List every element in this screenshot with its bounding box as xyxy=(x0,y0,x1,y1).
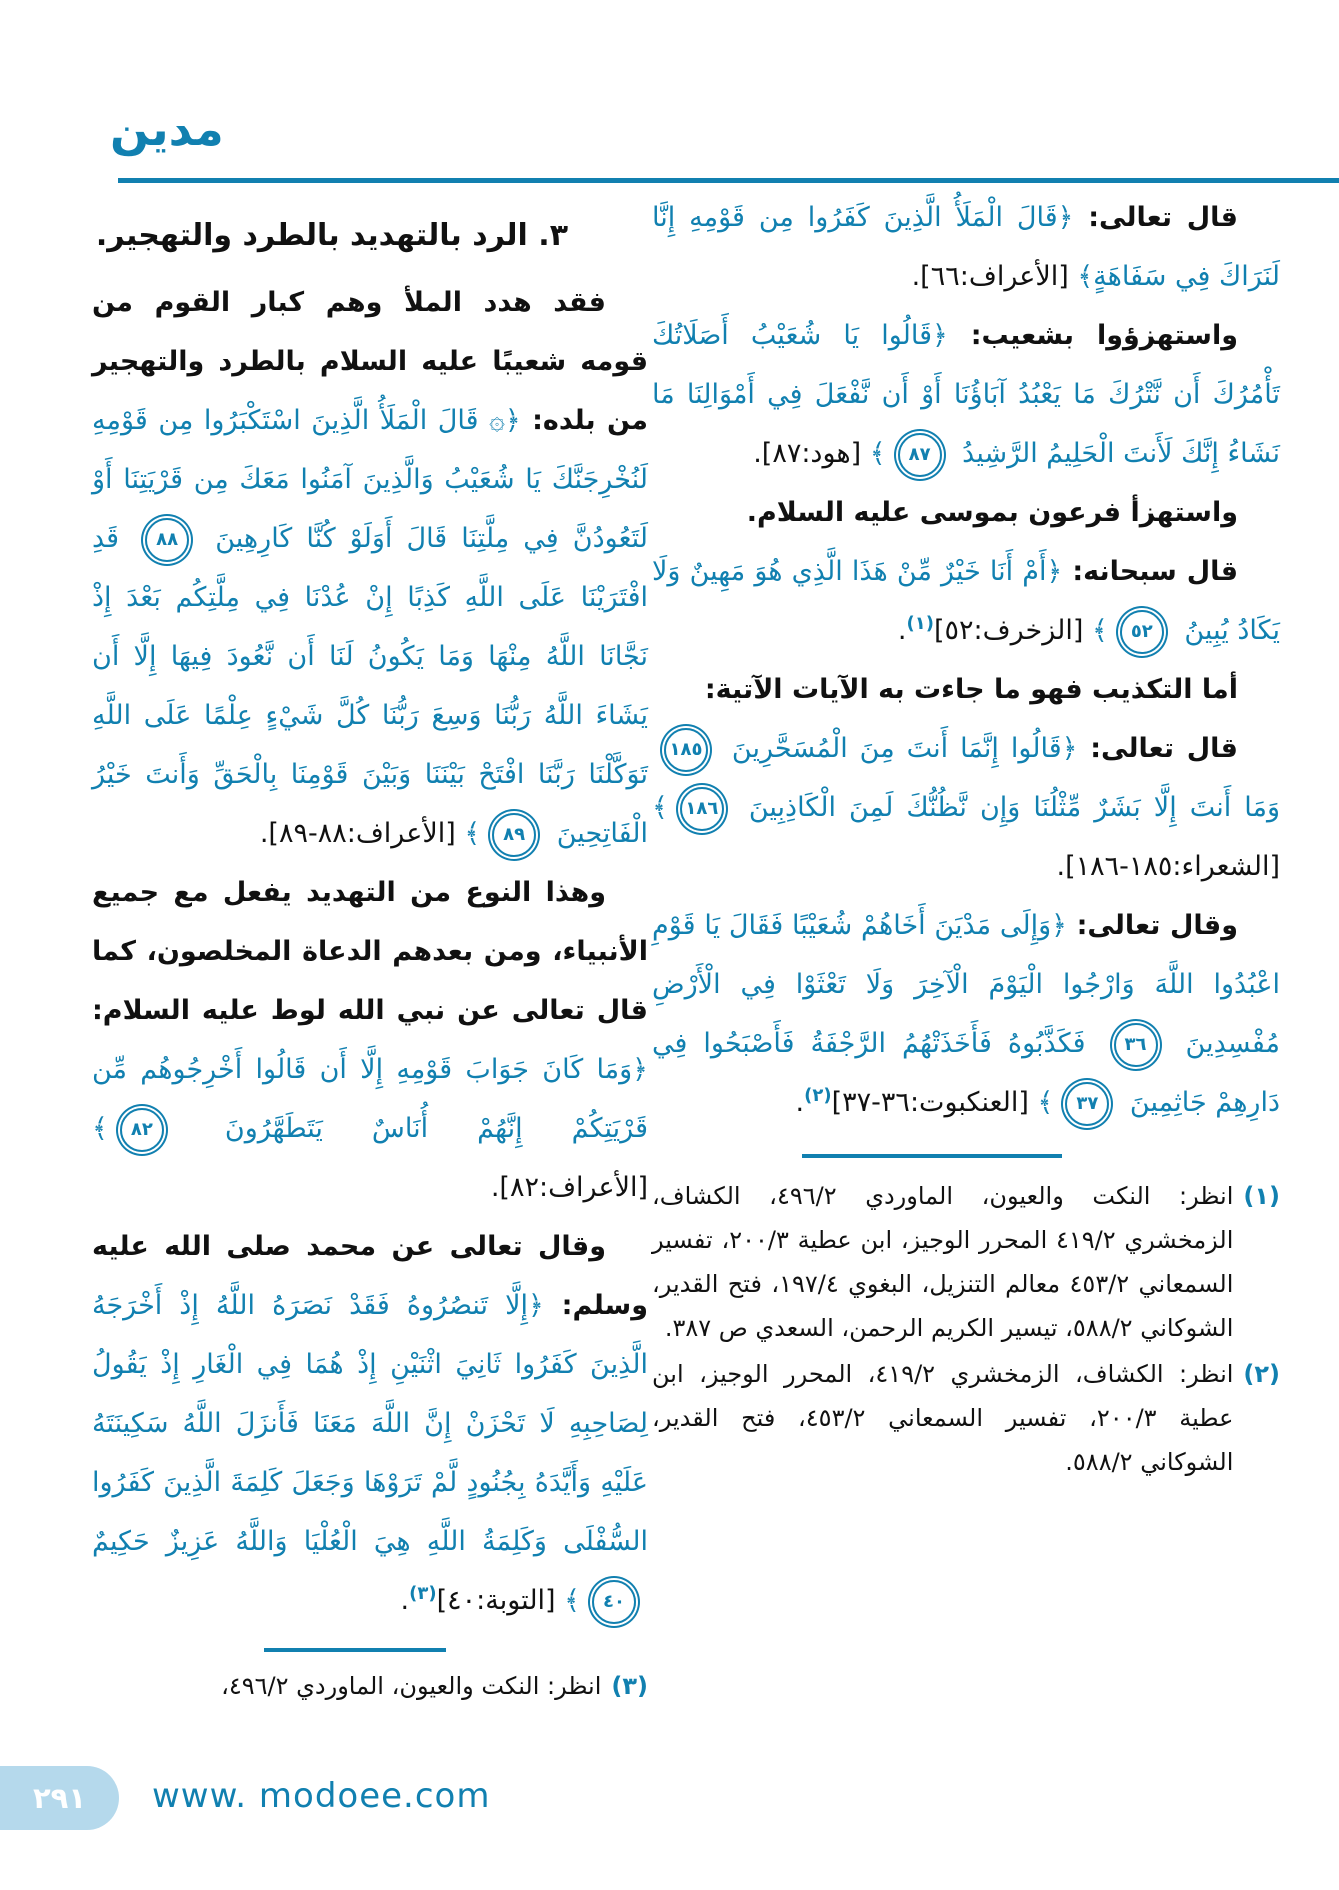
verse-number-medallion: ٨٨ xyxy=(145,518,189,562)
body-text: وقال تعالى: xyxy=(1067,910,1238,941)
verse-reference: [الشعراء:١٨٥-١٨٦]. xyxy=(1056,851,1280,882)
verse-reference: . xyxy=(897,615,907,646)
body-text: قال تعالى: xyxy=(1077,733,1238,764)
paragraph xyxy=(652,188,1280,306)
quran-text: وَمَا أَنتَ إِلَّا بَشَرٌ مِّثْلُنَا وَإِن نَّظُنُّكَ لَمِنَ الْكَاذِبِينَ xyxy=(735,792,1280,823)
verse-number-medallion: ٨٩ xyxy=(492,813,536,857)
column-right xyxy=(652,188,1280,1486)
footnote-number: (٢) xyxy=(1243,1360,1280,1388)
verse-reference: . xyxy=(795,1087,805,1118)
body-text: قال سبحانه: xyxy=(1062,556,1239,587)
quran-text: ﴾ xyxy=(861,438,886,469)
column-left xyxy=(92,206,648,1710)
footnote-text: انظر: النكت والعيون، الماوردي ٤٩٦/٢، الكشاف، الزمخشري ٤١٩/٢ المحرر الوجيز، ابن عطية ٢٠٠/٣، تفسير السمعاني ٤٥٣/٢ معالم التنزيل، البغوي ١٩٧/٤، فتح القدير، الشوكاني ٥٨٨/٢، تيسير الكريم الرحمن، السعدي ص ٣٨٧. xyxy=(652,1182,1234,1342)
quran-text: ﴿قَالُوا إِنَّمَا أَنتَ مِنَ الْمُسَحَّرِينَ xyxy=(720,733,1078,764)
body-text: وقال تعالى عن محمد صلى الله عليه وسلم: xyxy=(92,1231,648,1321)
paragraph xyxy=(652,306,1280,483)
verse-number-medallion: ١٨٦ xyxy=(680,787,724,831)
paragraph xyxy=(652,542,1280,660)
quran-text: ﴿قَالُوا يَا شُعَيْبُ أَصَلَاتُكَ تَأْمُرُكَ أَن نَّتْرُكَ مَا يَعْبُدُ آبَاؤُنَا أَوْ أَن نَّفْعَلَ فِي أَمْوَالِنَا مَا نَشَاءُ إِنَّكَ لَأَنتَ الْحَلِيمُ الرَّشِيدُ xyxy=(652,320,1280,469)
footnote-ref-marker: (٢) xyxy=(804,1085,832,1106)
verse-number-medallion: ٣٦ xyxy=(1114,1023,1158,1067)
quran-text: فَكَذَّبُوهُ فَأَخَذَتْهُمُ الرَّجْفَةُ فَأَصْبَحُوا فِي دَارِهِمْ جَاثِمِينَ xyxy=(652,1028,1280,1118)
body-text: فقد هدد الملأ وهم كبار القوم من قومه شعيبًا عليه السلام بالطرد والتهجير من بلده: xyxy=(92,287,648,436)
body-text: قال تعالى: xyxy=(1073,202,1238,233)
body-text: واستهزؤوا بشعيب: xyxy=(947,320,1238,351)
footnote xyxy=(92,1664,648,1708)
verse-reference: [التوبة:٤٠] xyxy=(436,1585,556,1616)
quran-text: ﴾ xyxy=(555,1585,580,1616)
page-header-title: مدين xyxy=(110,102,224,156)
body-text: وهذا النوع من التهديد يفعل مع جميع الأنبياء، ومن بعدهم الدعاة المخلصون، كما قال تعالى عن نبي الله لوط عليه السلام: xyxy=(92,877,648,1026)
body-text: واستهزأ فرعون بموسى عليه السلام. xyxy=(746,497,1238,528)
quran-text: ﴿أَمْ أَنَا خَيْرٌ مِّنْ هَذَا الَّذِي هُوَ مَهِينٌ وَلَا يَكَادُ يُبِينُ xyxy=(652,556,1280,646)
footnote xyxy=(652,1174,1280,1350)
paragraph xyxy=(652,483,1280,542)
paragraph xyxy=(652,719,1280,896)
footnote xyxy=(652,1352,1280,1484)
paragraph xyxy=(92,273,648,863)
quran-text: ﴾ xyxy=(1028,1087,1054,1118)
verse-reference: . xyxy=(400,1585,410,1616)
footnote-separator xyxy=(802,1154,1062,1158)
quran-text: ﴾ xyxy=(455,818,481,849)
verse-number-medallion: ٣٧ xyxy=(1065,1082,1109,1126)
quran-text: قَدِ افْتَرَيْنَا عَلَى اللَّهِ كَذِبًا إِنْ عُدْنَا فِي مِلَّتِكُم بَعْدَ إِذْ نَجَّانَا اللَّهُ مِنْهَا وَمَا يَكُونُ لَنَا أَن نَّعُودَ فِيهَا إِلَّا أَن يَشَاءَ اللَّهُ رَبُّنَا وَسِعَ رَبُّنَا كُلَّ شَيْءٍ عِلْمًا عَلَى اللَّهِ تَوَكَّلْنَا رَبَّنَا افْتَحْ بَيْنَنَا وَبَيْنَ قَوْمِنَا بِالْحَقِّ وَأَنتَ خَيْرُ الْفَاتِحِينَ xyxy=(92,523,648,849)
body-text: أما التكذيب فهو ما جاءت به الآيات الآتية: xyxy=(704,674,1238,705)
footnote-ref-marker: (٣) xyxy=(409,1583,437,1604)
quran-text: ﴿وَإِلَى مَدْيَنَ أَخَاهُمْ شُعَيْبًا فَقَالَ يَا قَوْمِ اعْبُدُوا اللَّهَ وَارْجُوا الْيَوْمَ الْآخِرَ وَلَا تَعْثَوْا فِي الْأَرْضِ مُفْسِدِينَ xyxy=(652,910,1280,1059)
footnote-separator xyxy=(264,1648,446,1652)
verse-reference: [العنكبوت:٣٦-٣٧] xyxy=(831,1087,1029,1118)
verse-reference: [الأعراف:٦٦]. xyxy=(911,261,1069,292)
verse-number-medallion: ١٨٥ xyxy=(664,728,708,772)
header-rule xyxy=(118,178,1339,183)
verse-number-medallion: ٨٧ xyxy=(898,433,942,477)
verse-reference: [الأعراف:٨٨-٨٩]. xyxy=(259,818,456,849)
quran-text: ﴾ xyxy=(92,1113,108,1144)
quran-text: ﴾ xyxy=(1083,615,1108,646)
page-number-badge: ٢٩١ xyxy=(0,1766,119,1830)
verse-number-medallion: ٨٢ xyxy=(120,1108,164,1152)
section-heading: ٣. الرد بالتهديد بالطرد والتهجير. xyxy=(95,218,568,253)
footnote-number: (١) xyxy=(1243,1182,1280,1210)
paragraph xyxy=(652,896,1280,1132)
footnote-number: (٣) xyxy=(611,1672,648,1700)
verse-number-medallion: ٤٠ xyxy=(592,1580,636,1624)
paragraph xyxy=(92,1217,648,1630)
quran-text: ﴿إِلَّا تَنصُرُوهُ فَقَدْ نَصَرَهُ اللَّهُ إِذْ أَخْرَجَهُ الَّذِينَ كَفَرُوا ثَانِيَ اثْنَيْنِ إِذْ هُمَا فِي الْغَارِ إِذْ يَقُولُ لِصَاحِبِهِ لَا تَحْزَنْ إِنَّ اللَّهَ مَعَنَا فَأَنزَلَ اللَّهُ سَكِينَتَهُ عَلَيْهِ وَأَيَّدَهُ بِجُنُودٍ لَّمْ تَرَوْهَا وَجَعَلَ كَلِمَةَ الَّذِينَ كَفَرُوا السُّفْلَى وَكَلِمَةُ اللَّهِ هِيَ الْعُلْيَا وَاللَّهُ عَزِيزٌ حَكِيمٌ xyxy=(92,1290,648,1557)
verse-reference: [هود:٨٧]. xyxy=(753,438,862,469)
quran-text: ﴿قَالَ الْمَلَأُ الَّذِينَ كَفَرُوا مِن قَوْمِهِ إِنَّا لَنَرَاكَ فِي سَفَاهَةٍ﴾ xyxy=(652,202,1280,292)
paragraph xyxy=(92,863,648,1217)
footnote-ref-marker: (١) xyxy=(906,613,934,634)
website-text: www. modoee.com xyxy=(152,1776,491,1816)
quran-text: ﴿۞ قَالَ الْمَلَأُ الَّذِينَ اسْتَكْبَرُوا مِن قَوْمِهِ لَنُخْرِجَنَّكَ يَا شُعَيْبُ وَالَّذِينَ آمَنُوا مَعَكَ مِن قَرْيَتِنَا أَوْ لَتَعُودُنَّ فِي مِلَّتِنَا قَالَ أَوَلَوْ كُنَّا كَارِهِينَ xyxy=(92,405,648,554)
footnote-text: انظر: الكشاف، الزمخشري ٤١٩/٢، المحرر الوجيز، ابن عطية ٢٠٠/٣، تفسير السمعاني ٤٥٣/٢، فتح القدير، الشوكاني ٥٨٨/٢. xyxy=(652,1360,1234,1476)
verse-reference: [الأعراف:٨٢]. xyxy=(490,1172,648,1203)
verse-number-medallion: ٥٢ xyxy=(1120,610,1164,654)
paragraph xyxy=(652,660,1280,719)
verse-reference: [الزخرف:٥٢] xyxy=(933,615,1084,646)
footnote-text: انظر: النكت والعيون، الماوردي ٤٩٦/٢، xyxy=(221,1672,602,1700)
quran-text: ﴿وَمَا كَانَ جَوَابَ قَوْمِهِ إِلَّا أَن قَالُوا أَخْرِجُوهُم مِّن قَرْيَتِكُمْ إِنَّهُمْ أُنَاسٌ يَتَطَهَّرُونَ xyxy=(92,1054,648,1144)
quran-text: ﴾ xyxy=(652,792,668,823)
